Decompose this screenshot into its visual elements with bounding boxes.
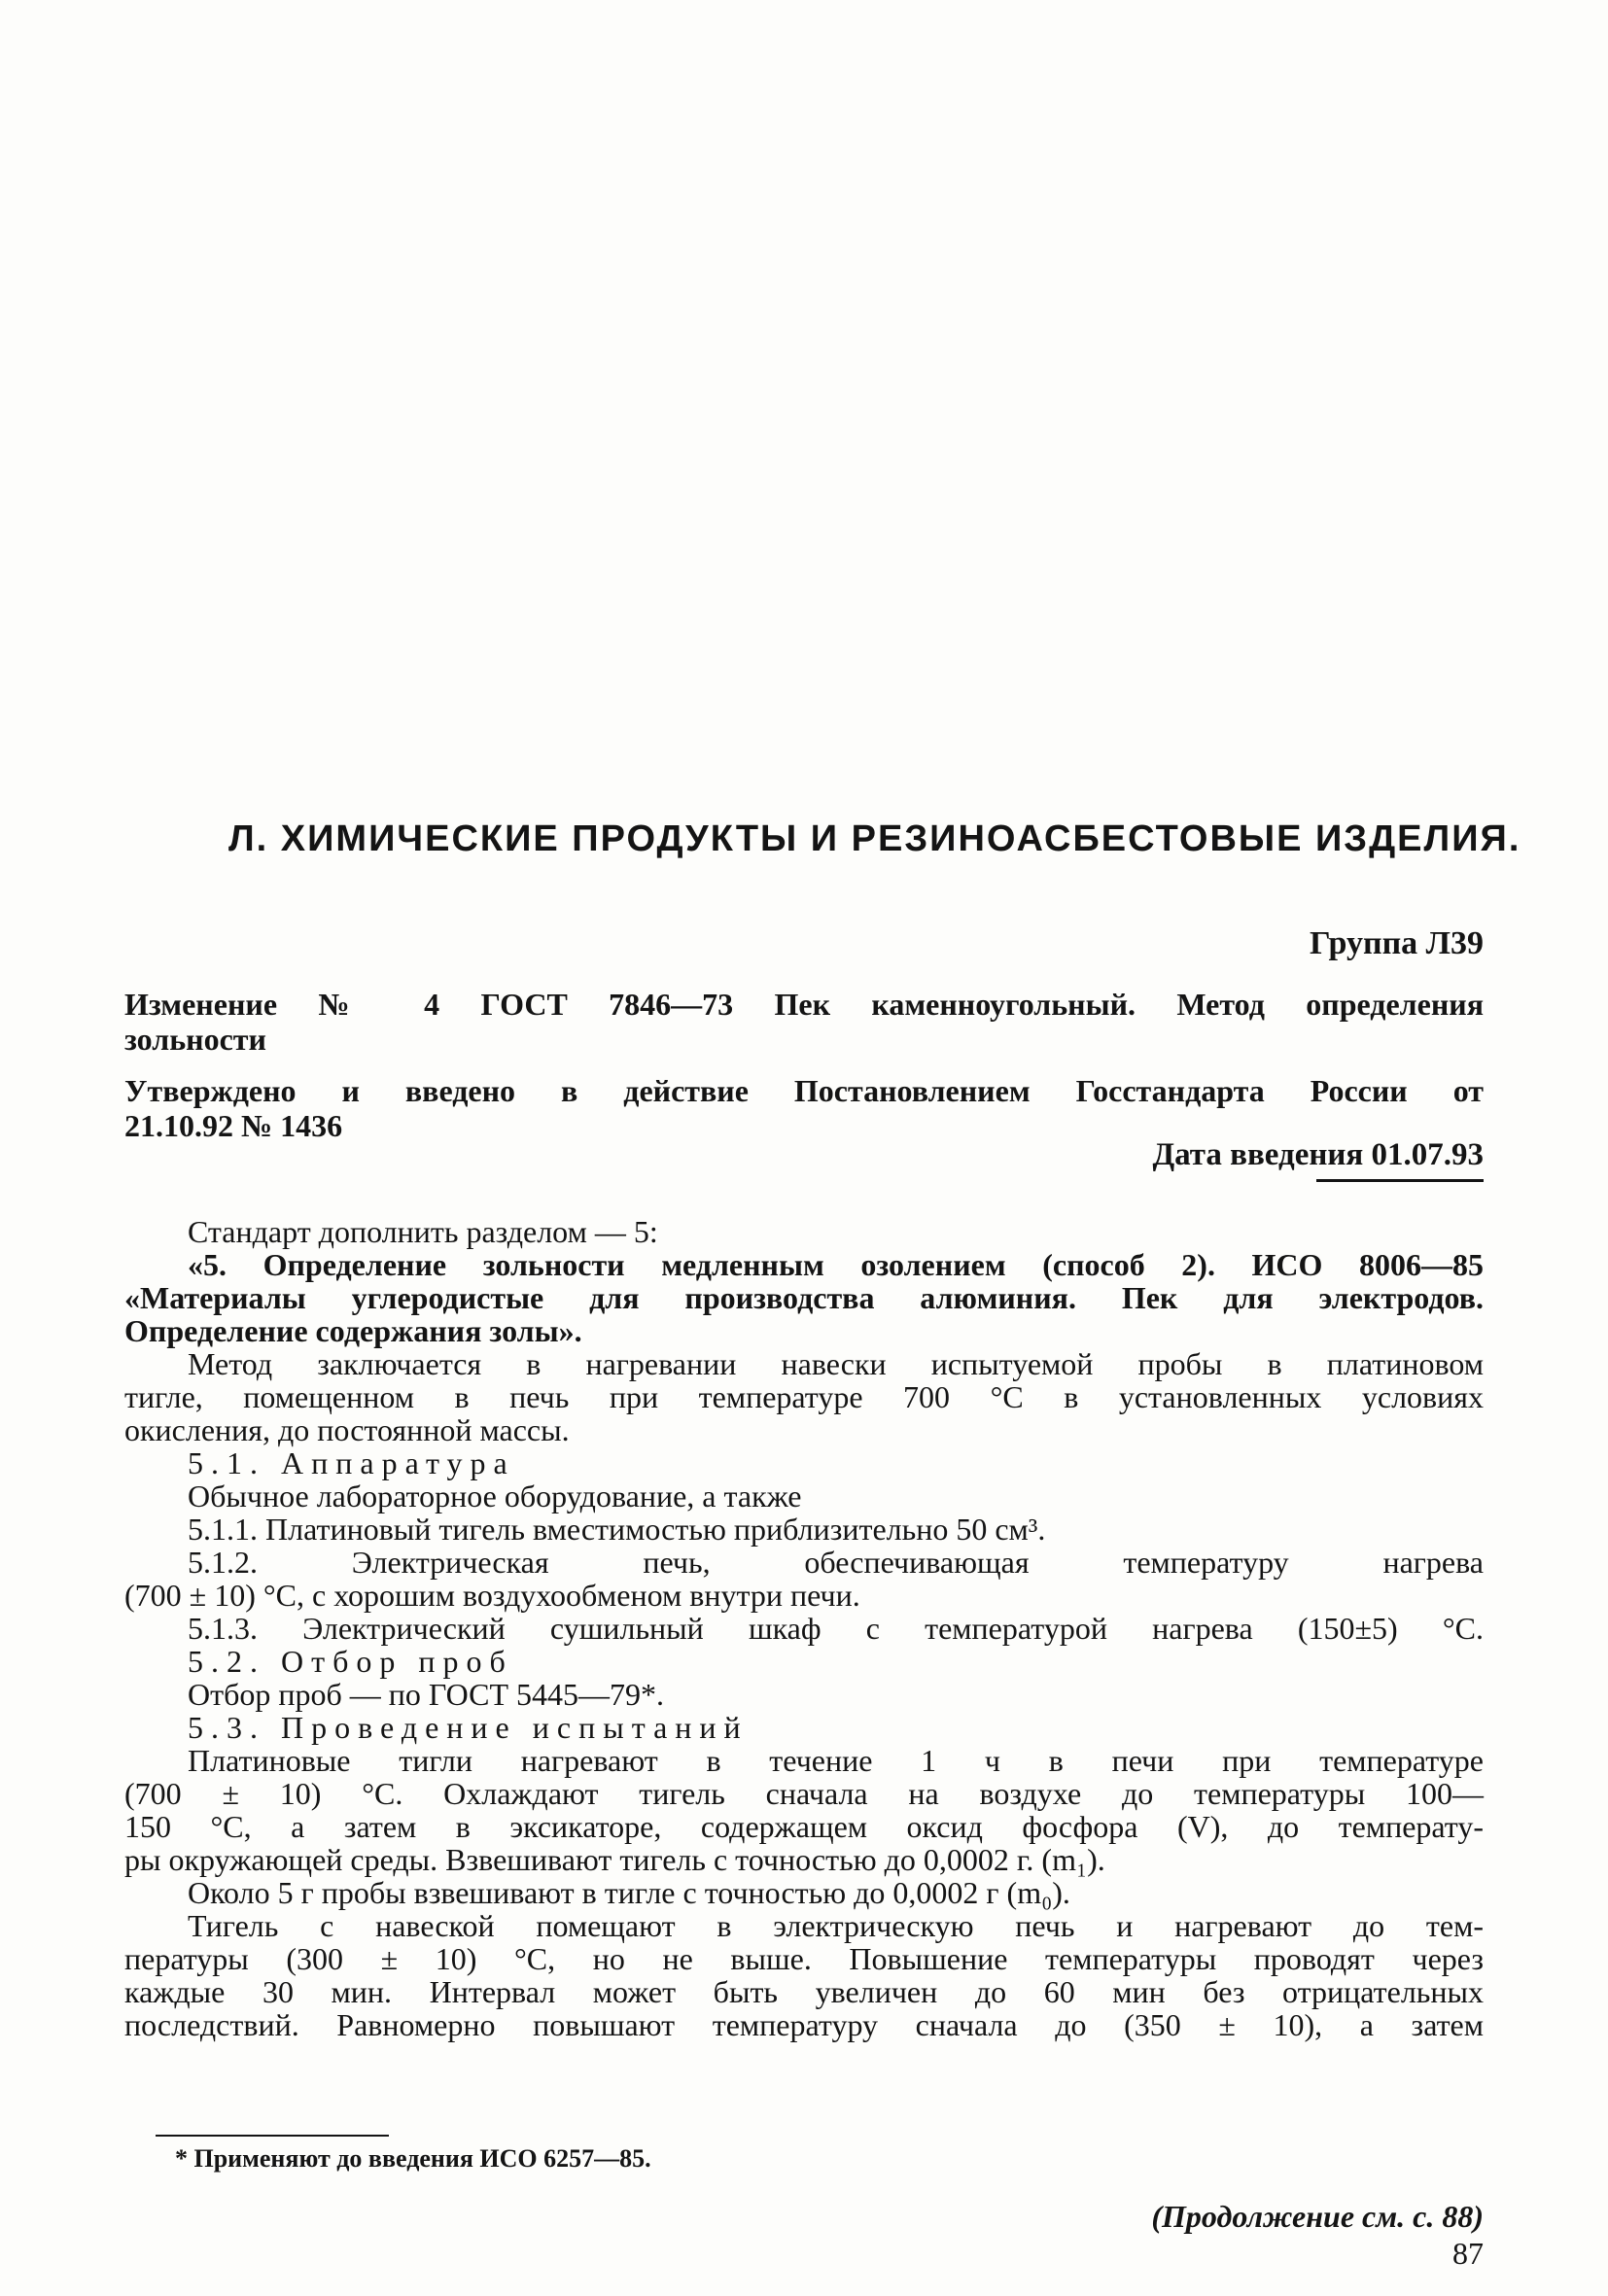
body-line: пературы (300 ± 10) °С, но не выше. Повышение температуры проводят через (124, 1941, 1484, 1976)
group-code: Группа Л39 (1310, 925, 1484, 961)
footnote: * Применяют до введения ИСО 6257—85. (175, 2144, 651, 2173)
change-title-line: зольности (124, 1022, 266, 1057)
change-title-line: Изменение № 4 ГОСТ 7846—73 Пек каменноугольный. Метод определения (124, 987, 1484, 1022)
approval-statement (124, 1073, 1484, 1143)
body-line: «Материалы углеродистые для производства алюминия. Пек для электродов. (124, 1280, 1484, 1315)
body-line: 5.1.2. Электрическая печь, обеспечивающая температуру нагрева (188, 1545, 1484, 1580)
introduction-date (1152, 1137, 1484, 1173)
body-line: 5.1.3. Электрический сушильный шкаф с температурой нагрева (150±5) °С. (188, 1611, 1484, 1646)
body-line: Определение содержания золы». (124, 1313, 582, 1348)
body-line: Около 5 г пробы взвешивают в тигле с точностью до 0,0002 г (m₀). (188, 1875, 1070, 1910)
body-line: «5. Определение зольности медленным озолением (способ 2). ИСО 8006—85 (188, 1247, 1484, 1282)
body-line: Отбор проб — по ГОСТ 5445—79*. (188, 1677, 664, 1712)
body-line: Тигель с навеской помещают в электрическую печь и нагревают до тем- (188, 1908, 1484, 1943)
body-line: окисления, до постоянной массы. (124, 1412, 570, 1447)
section-title-sampling: 5.2. Отбор проб (188, 1644, 513, 1679)
body-line: 150 °С, а затем в эксикаторе, содержащем оксид фосфора (V), до температу- (124, 1809, 1484, 1844)
body-line: ры окружающей среды. Взвешивают тигель с точностью до 0,0002 г. (m₁). (124, 1842, 1105, 1877)
continuation-note: (Продолжение см. с. 88) (1151, 2199, 1484, 2234)
approval-line: Утверждено и введено в действие Постановлением Госстандарта России от (124, 1073, 1484, 1108)
body-line: (700 ± 10) °С. Охлаждают тигель сначала на воздухе до температуры 100— (124, 1776, 1484, 1811)
section-title-testing: 5.3. Проведение испытаний (188, 1710, 749, 1745)
body-line: Платиновые тигли нагревают в течение 1 ч в печи при температуре (188, 1743, 1484, 1778)
footnote-separator (156, 2135, 389, 2137)
introduction-date-label: Дата введения (1152, 1137, 1364, 1172)
page-number: 87 (1452, 2236, 1484, 2271)
section-heading: Л. ХИМИЧЕСКИЕ ПРОДУКТЫ И РЕЗИНОАСБЕСТОВЫЕ ИЗДЕЛИЯ. (228, 818, 1521, 859)
change-title (124, 987, 1484, 1057)
body-line: Метод заключается в нагревании навески испытуемой пробы в платиновом (188, 1346, 1484, 1381)
body-line: каждые 30 мин. Интервал может быть увеличен до 60 мин без отрицательных (124, 1974, 1484, 2009)
section-title-apparatus: 5.1. Аппаратура (188, 1445, 515, 1480)
approval-line: 21.10.92 № 1436 (124, 1108, 343, 1143)
body-line: последствий. Равномерно повышают температуру сначала до (350 ± 10), а затем (124, 2007, 1484, 2042)
amendment-body (124, 1214, 1484, 2042)
body-line: тигле, помещенном в печь при температуре 700 °С в установленных условиях (124, 1379, 1484, 1414)
body-line: 5.1.1. Платиновый тигель вместимостью приблизительно 50 см³. (188, 1512, 1046, 1547)
body-line: Стандарт дополнить разделом — 5: (188, 1214, 658, 1249)
body-line: (700 ± 10) °С, с хорошим воздухообменом внутри печи. (124, 1578, 860, 1613)
introduction-date-value: 01.07.93 (1371, 1137, 1484, 1172)
body-line: Обычное лабораторное оборудование, а также (188, 1478, 802, 1513)
date-underline (1316, 1179, 1484, 1182)
